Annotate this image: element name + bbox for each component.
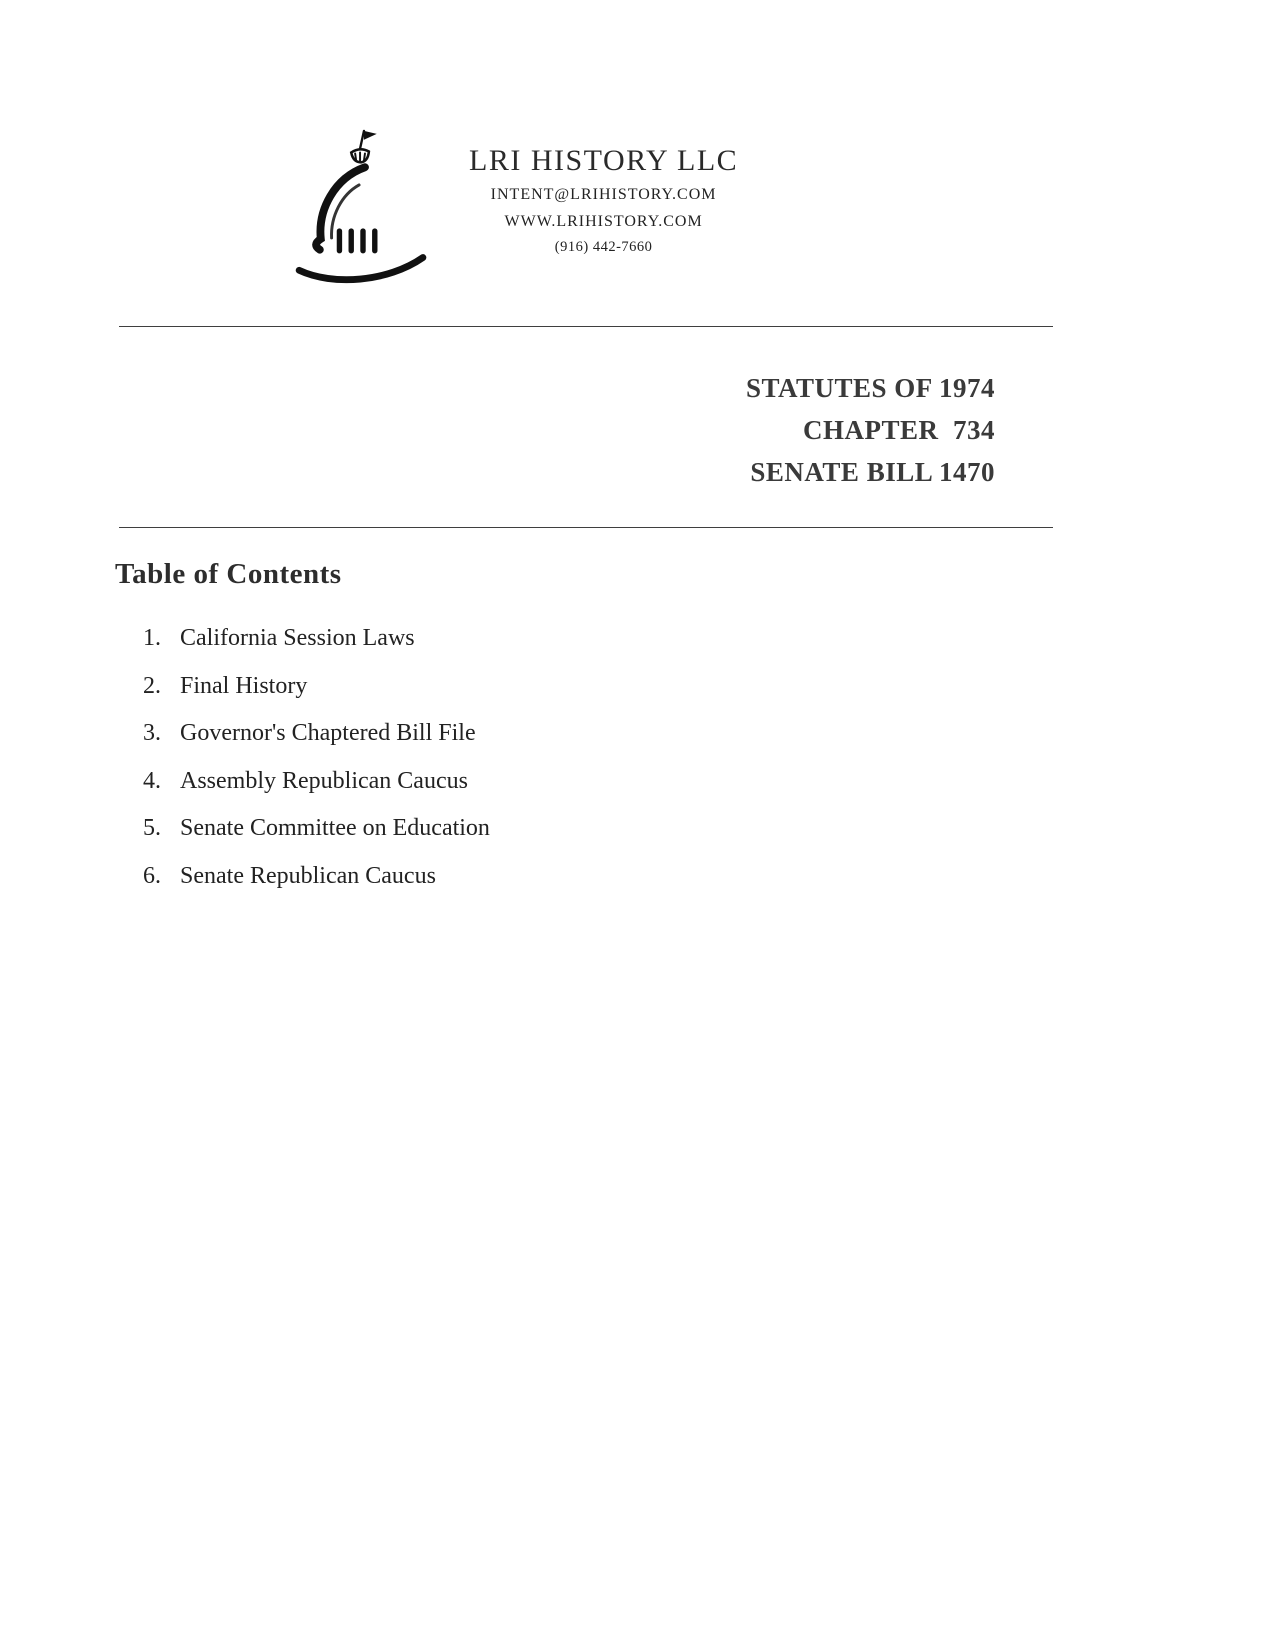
company-phone: (916) 442-7660 — [554, 239, 653, 255]
toc-heading: Table of Contents — [115, 558, 342, 590]
toc-item-label: Governor's Chaptered Bill File — [180, 720, 476, 746]
statute-title-block — [0, 367, 1276, 493]
toc-item-number: 2. — [143, 672, 161, 699]
company-website: WWW.LRIHISTORY.COM — [504, 213, 703, 230]
toc-item — [143, 663, 1276, 711]
company-block — [469, 126, 738, 256]
capitol-dome-logo — [293, 126, 433, 288]
toc-item — [143, 615, 1276, 663]
toc-item — [143, 805, 1276, 853]
document-header — [0, 0, 1276, 288]
senate-bill-line: SENATE BILL 1470 — [750, 457, 995, 487]
divider-top — [119, 326, 1053, 327]
toc-item-number: 3. — [143, 720, 161, 746]
toc-item-label: Senate Republican Caucus — [180, 862, 436, 889]
chapter-line: CHAPTER 734 — [802, 415, 995, 445]
company-email: INTENT@LRIHISTORY.COM — [490, 186, 717, 203]
toc-item — [143, 853, 1276, 901]
toc-item — [143, 710, 1276, 758]
toc-item — [143, 758, 1276, 806]
toc-item-label: Assembly Republican Caucus — [180, 767, 468, 794]
toc-item-number: 4. — [143, 767, 161, 794]
statutes-year-line: STATUTES OF 1974 — [745, 373, 995, 403]
toc-item-label: California Session Laws — [180, 625, 415, 651]
toc-item-number: 1. — [143, 625, 161, 651]
company-name: LRI HISTORY LLC — [469, 144, 739, 177]
toc-list — [143, 615, 1276, 900]
divider-bottom — [119, 527, 1053, 528]
toc-item-label: Senate Committee on Education — [180, 815, 490, 841]
toc-item-number: 6. — [143, 862, 161, 889]
toc-item-label: Final History — [180, 672, 308, 699]
flag-icon — [364, 131, 377, 140]
toc-item-number: 5. — [143, 815, 161, 841]
